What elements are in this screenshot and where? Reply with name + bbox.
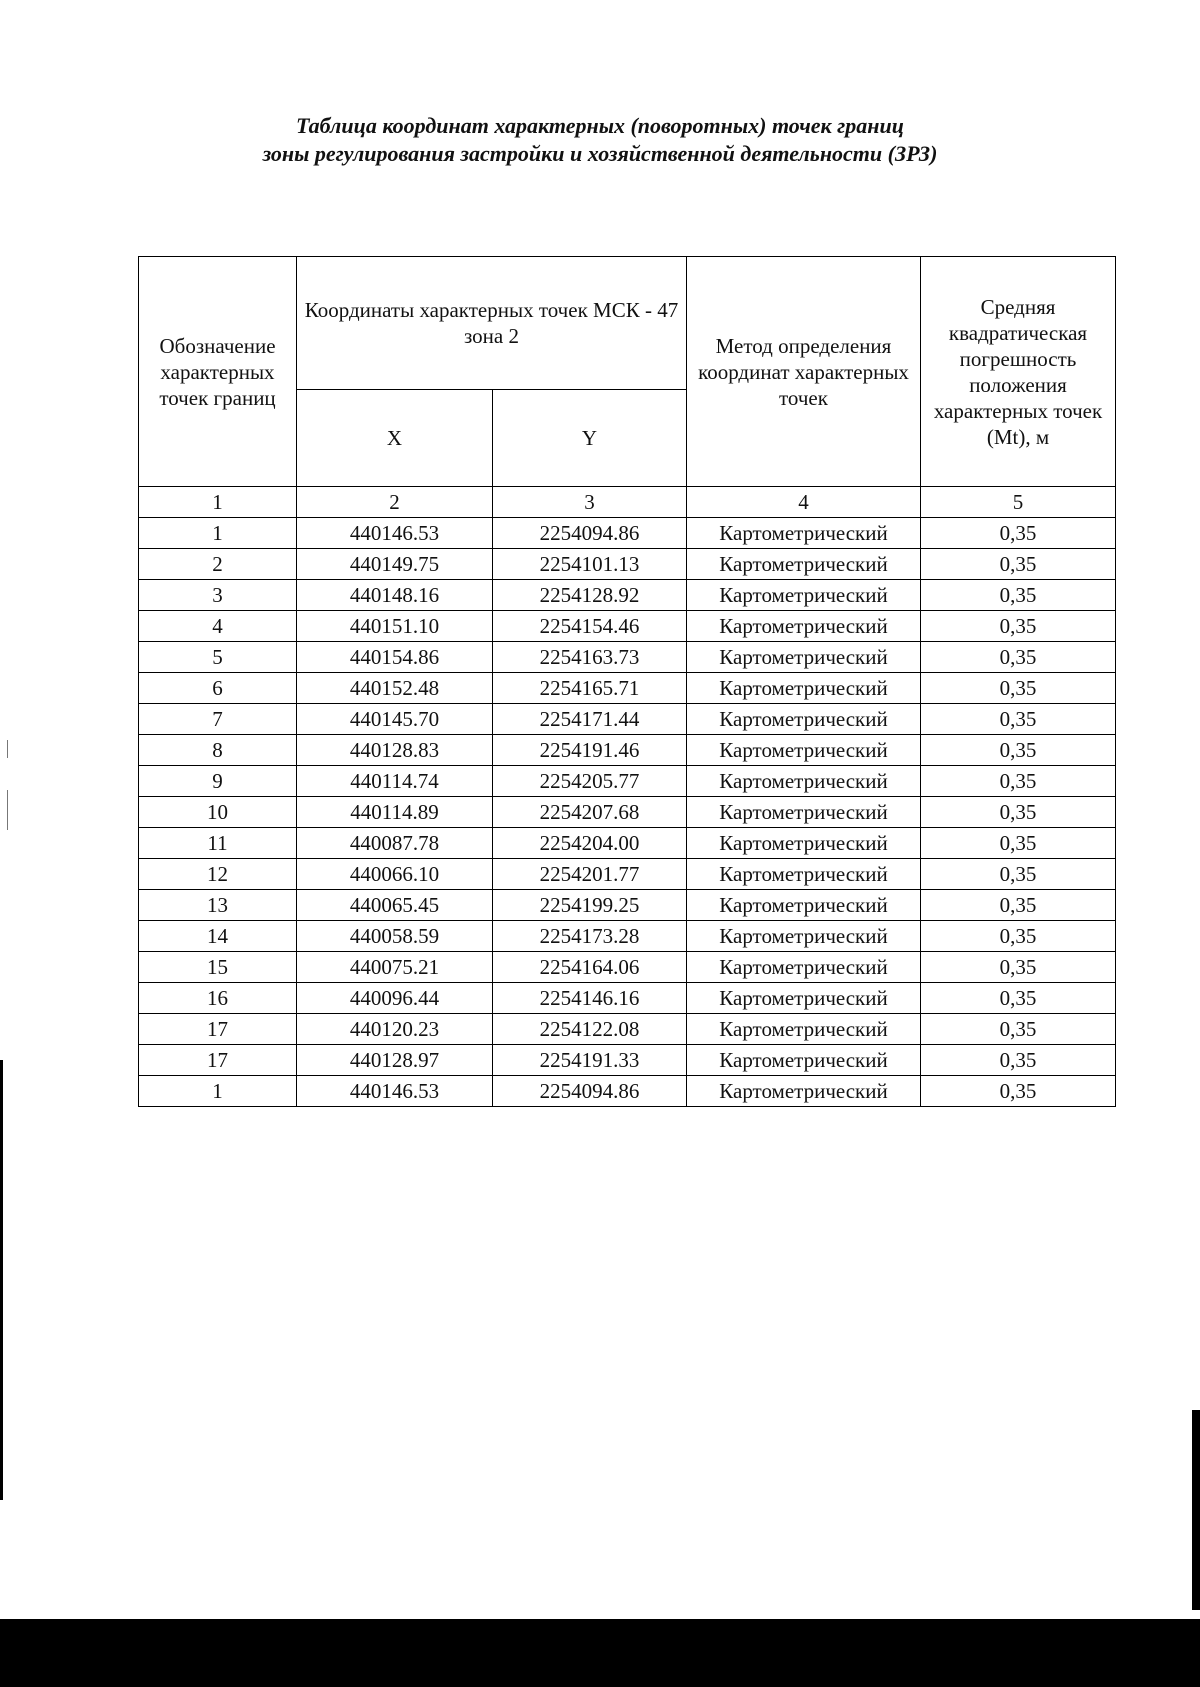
point-cell: 17 [139, 1014, 297, 1045]
table-row [139, 797, 1116, 828]
column-number: 3 [493, 487, 687, 518]
header-coordinates: Координаты характерных точек МСК - 47 зона 2 [297, 257, 687, 390]
y-cell: 2254204.00 [493, 828, 687, 859]
x-cell: 440154.86 [297, 642, 493, 673]
point-cell: 1 [139, 518, 297, 549]
table-row [139, 766, 1116, 797]
header-error: Средняя квадратическая погрешность положения характерных точек (Mt), м [921, 257, 1116, 487]
x-cell: 440128.97 [297, 1045, 493, 1076]
error-cell: 0,35 [921, 704, 1116, 735]
error-cell: 0,35 [921, 549, 1116, 580]
table-row [139, 642, 1116, 673]
error-cell: 0,35 [921, 642, 1116, 673]
table-row [139, 890, 1116, 921]
table-row [139, 580, 1116, 611]
table-row [139, 704, 1116, 735]
method-cell: Картометрический [687, 952, 921, 983]
x-cell: 440128.83 [297, 735, 493, 766]
x-cell: 440145.70 [297, 704, 493, 735]
error-cell: 0,35 [921, 735, 1116, 766]
point-cell: 3 [139, 580, 297, 611]
method-cell: Картометрический [687, 921, 921, 952]
y-cell: 2254122.08 [493, 1014, 687, 1045]
header-x: X [297, 390, 493, 487]
table-row [139, 518, 1116, 549]
point-cell: 11 [139, 828, 297, 859]
point-cell: 10 [139, 797, 297, 828]
method-cell: Картометрический [687, 797, 921, 828]
error-cell: 0,35 [921, 1076, 1116, 1107]
method-cell: Картометрический [687, 611, 921, 642]
y-cell: 2254094.86 [493, 518, 687, 549]
x-cell: 440087.78 [297, 828, 493, 859]
x-cell: 440065.45 [297, 890, 493, 921]
method-cell: Картометрический [687, 518, 921, 549]
y-cell: 2254163.73 [493, 642, 687, 673]
table-row [139, 921, 1116, 952]
y-cell: 2254128.92 [493, 580, 687, 611]
y-cell: 2254101.13 [493, 549, 687, 580]
point-cell: 12 [139, 859, 297, 890]
y-cell: 2254165.71 [493, 673, 687, 704]
table-row [139, 1014, 1116, 1045]
scan-artifact-mark [7, 740, 8, 758]
error-cell: 0,35 [921, 890, 1116, 921]
method-cell: Картометрический [687, 828, 921, 859]
error-cell: 0,35 [921, 828, 1116, 859]
column-number: 1 [139, 487, 297, 518]
y-cell: 2254199.25 [493, 890, 687, 921]
x-cell: 440096.44 [297, 983, 493, 1014]
error-cell: 0,35 [921, 766, 1116, 797]
error-cell: 0,35 [921, 518, 1116, 549]
x-cell: 440151.10 [297, 611, 493, 642]
x-cell: 440146.53 [297, 1076, 493, 1107]
point-cell: 8 [139, 735, 297, 766]
y-cell: 2254191.33 [493, 1045, 687, 1076]
error-cell: 0,35 [921, 921, 1116, 952]
method-cell: Картометрический [687, 735, 921, 766]
error-cell: 0,35 [921, 797, 1116, 828]
x-cell: 440152.48 [297, 673, 493, 704]
error-cell: 0,35 [921, 859, 1116, 890]
x-cell: 440114.74 [297, 766, 493, 797]
coordinates-table [138, 256, 1116, 1107]
x-cell: 440114.89 [297, 797, 493, 828]
y-cell: 2254094.86 [493, 1076, 687, 1107]
method-cell: Картометрический [687, 1076, 921, 1107]
x-cell: 440058.59 [297, 921, 493, 952]
title-line-1: Таблица координат характерных (поворотных) точек границ [295, 113, 904, 138]
scan-edge-right [1192, 1410, 1200, 1610]
x-cell: 440120.23 [297, 1014, 493, 1045]
point-cell: 6 [139, 673, 297, 704]
point-cell: 17 [139, 1045, 297, 1076]
method-cell: Картометрический [687, 673, 921, 704]
x-cell: 440146.53 [297, 518, 493, 549]
table-row [139, 1045, 1116, 1076]
table-row [139, 735, 1116, 766]
column-number: 2 [297, 487, 493, 518]
column-number: 4 [687, 487, 921, 518]
method-cell: Картометрический [687, 642, 921, 673]
method-cell: Картометрический [687, 859, 921, 890]
error-cell: 0,35 [921, 673, 1116, 704]
y-cell: 2254201.77 [493, 859, 687, 890]
error-cell: 0,35 [921, 1014, 1116, 1045]
table-row [139, 549, 1116, 580]
header-method: Метод определения координат характерных точек [687, 257, 921, 487]
table-row [139, 611, 1116, 642]
scan-edge-left [0, 1060, 3, 1500]
error-cell: 0,35 [921, 952, 1116, 983]
table-row [139, 983, 1116, 1014]
scan-artifact-mark [7, 790, 8, 830]
x-cell: 440066.10 [297, 859, 493, 890]
method-cell: Картометрический [687, 549, 921, 580]
y-cell: 2254171.44 [493, 704, 687, 735]
y-cell: 2254191.46 [493, 735, 687, 766]
error-cell: 0,35 [921, 1045, 1116, 1076]
method-cell: Картометрический [687, 983, 921, 1014]
y-cell: 2254205.77 [493, 766, 687, 797]
method-cell: Картометрический [687, 580, 921, 611]
error-cell: 0,35 [921, 983, 1116, 1014]
y-cell: 2254164.06 [493, 952, 687, 983]
point-cell: 5 [139, 642, 297, 673]
y-cell: 2254173.28 [493, 921, 687, 952]
point-cell: 14 [139, 921, 297, 952]
x-cell: 440149.75 [297, 549, 493, 580]
method-cell: Картометрический [687, 766, 921, 797]
header-y: Y [493, 390, 687, 487]
x-cell: 440075.21 [297, 952, 493, 983]
column-number-row [139, 487, 1116, 518]
y-cell: 2254146.16 [493, 983, 687, 1014]
error-cell: 0,35 [921, 580, 1116, 611]
document-title [0, 112, 1200, 168]
table-row [139, 952, 1116, 983]
point-cell: 16 [139, 983, 297, 1014]
header-designation: Обозначение характерных точек границ [139, 257, 297, 487]
method-cell: Картометрический [687, 890, 921, 921]
point-cell: 4 [139, 611, 297, 642]
method-cell: Картометрический [687, 1014, 921, 1045]
point-cell: 15 [139, 952, 297, 983]
scan-edge-bottom [0, 1619, 1200, 1687]
method-cell: Картометрический [687, 1045, 921, 1076]
method-cell: Картометрический [687, 704, 921, 735]
point-cell: 1 [139, 1076, 297, 1107]
y-cell: 2254154.46 [493, 611, 687, 642]
y-cell: 2254207.68 [493, 797, 687, 828]
table-row [139, 1076, 1116, 1107]
point-cell: 9 [139, 766, 297, 797]
point-cell: 13 [139, 890, 297, 921]
title-line-2: зоны регулирования застройки и хозяйственной деятельности (ЗРЗ) [262, 141, 938, 166]
x-cell: 440148.16 [297, 580, 493, 611]
column-number: 5 [921, 487, 1116, 518]
point-cell: 2 [139, 549, 297, 580]
table-row [139, 673, 1116, 704]
error-cell: 0,35 [921, 611, 1116, 642]
header-row-1 [139, 257, 1116, 390]
table-row [139, 828, 1116, 859]
point-cell: 7 [139, 704, 297, 735]
table-row [139, 859, 1116, 890]
